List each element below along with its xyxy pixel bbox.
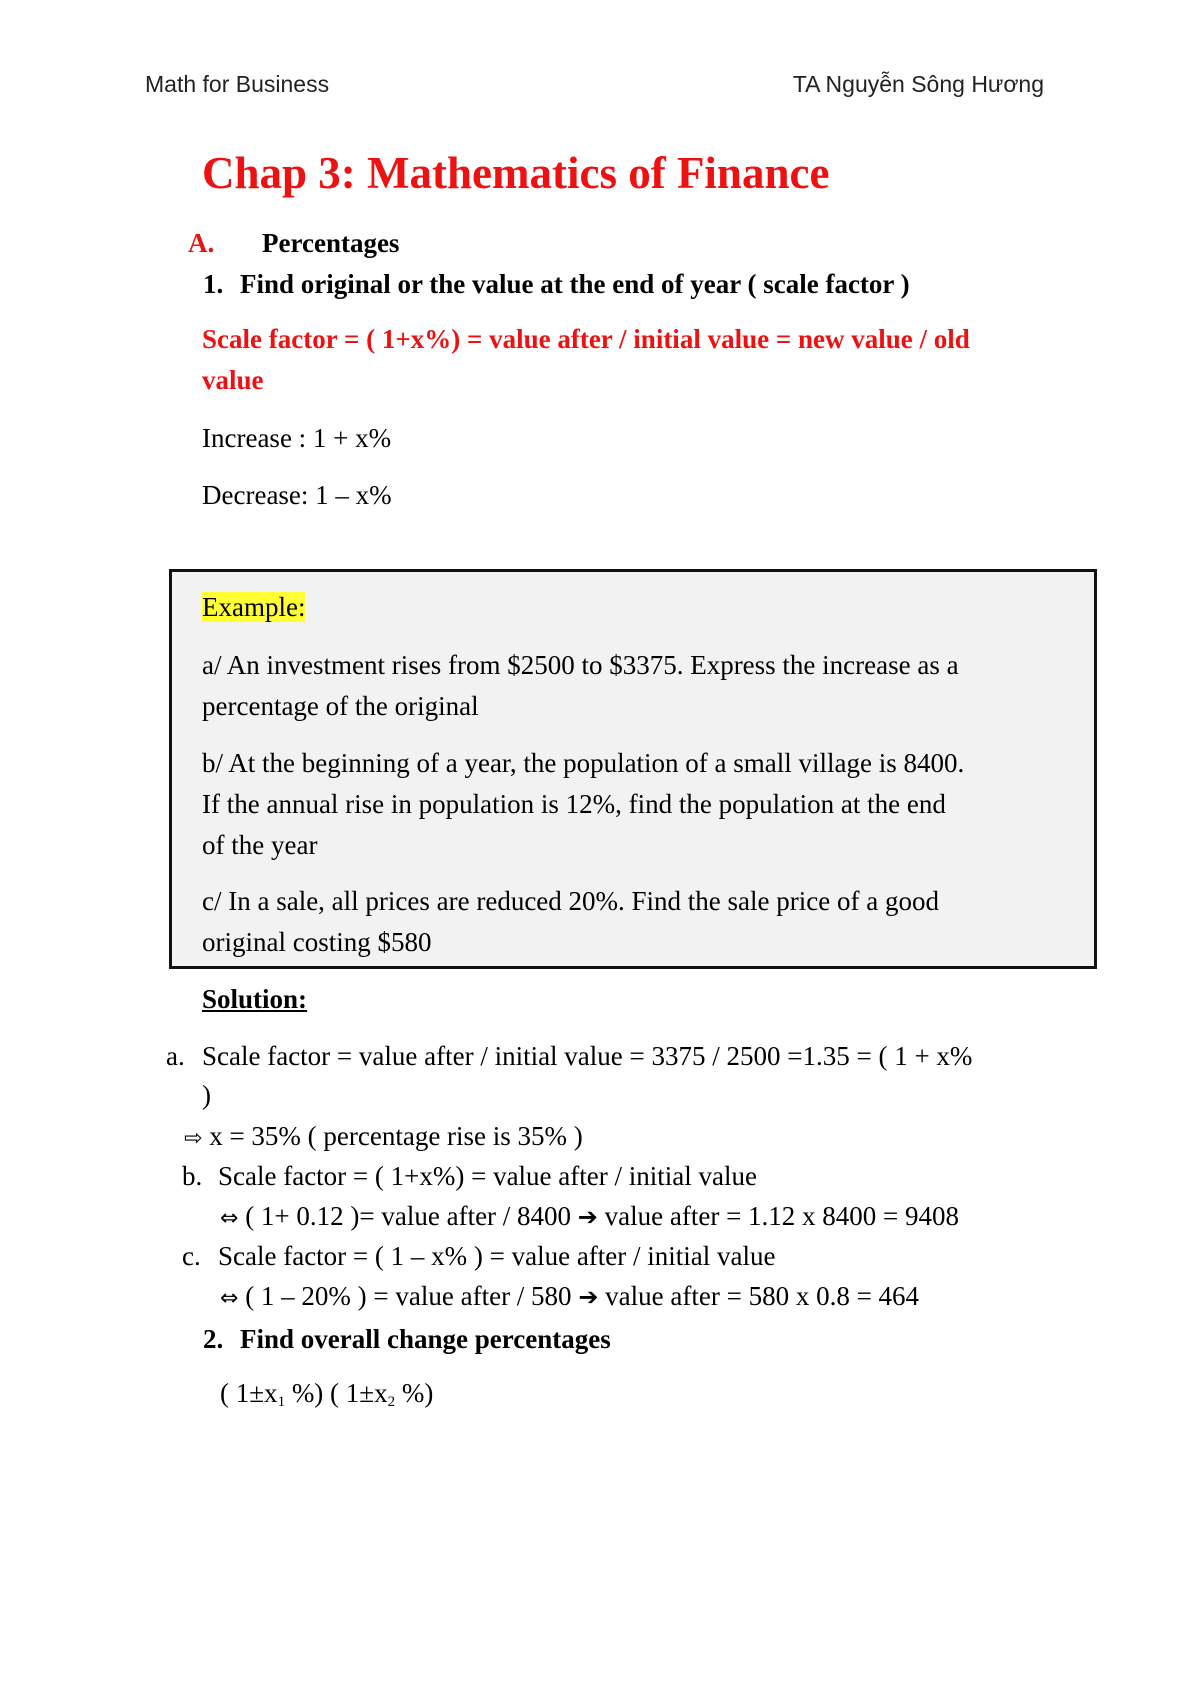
solution-a-result: ⇨ x = 35% ( percentage rise is 35% ): [184, 1121, 583, 1151]
item-2-heading: Find overall change percentages: [240, 1324, 611, 1354]
header-author: TA Nguyễn Sông Hương: [792, 71, 1044, 97]
solution-a-line2: ): [202, 1080, 211, 1110]
solution-title: Solution:: [202, 984, 308, 1014]
example-label: Example:: [202, 592, 306, 622]
scale-factor-definition-line2: value: [202, 365, 264, 395]
solution-b-line2: ⇔ ( 1+ 0.12 )= value after / 8400 ➔ value after = 1.12 x 8400 = 9408: [220, 1201, 960, 1231]
equivalent-arrow-icon: ⇔: [220, 1286, 239, 1311]
solution-a-marker: a.: [166, 1041, 185, 1071]
solution-b-line1: Scale factor = ( 1+x%) = value after / initial value: [218, 1161, 757, 1191]
right-arrow-icon: ➔: [578, 1283, 599, 1311]
section-a-marker: A.: [188, 228, 215, 258]
solution-c-line2: ⇔ ( 1 – 20% ) = value after / 580 ➔ value after = 580 x 0.8 = 464: [220, 1281, 920, 1311]
example-a-line1: a/ An investment rises from $2500 to $3375. Express the increase as a: [202, 650, 959, 680]
scale-factor-definition-line1: Scale factor = ( 1+x%) = value after / initial value = new value / old: [202, 324, 970, 354]
header-course: Math for Business: [145, 71, 330, 97]
item-1-heading: Find original or the value at the end of year ( scale factor ): [240, 269, 910, 299]
example-c-line1: c/ In a sale, all prices are reduced 20%. Find the sale price of a good: [202, 886, 939, 916]
example-b-line1: b/ At the beginning of a year, the population of a small village is 8400.: [202, 748, 965, 778]
example-b-line3: of the year: [202, 830, 318, 860]
overall-change-formula: ( $1\pm x_1$ %) ( $1\pm x_2$ %): [220, 1378, 434, 1410]
section-a-heading: Percentages: [262, 228, 400, 258]
example-a-line2: percentage of the original: [202, 691, 479, 721]
implies-arrow-icon: ⇨: [184, 1126, 203, 1151]
decrease-formula: Decrease: 1 – x%: [202, 480, 392, 510]
item-2-marker: 2.: [203, 1324, 224, 1354]
solution-c-line1: Scale factor = ( 1 – x% ) = value after / initial value: [218, 1241, 776, 1271]
right-arrow-icon: ➔: [577, 1203, 598, 1231]
item-1-marker: 1.: [203, 269, 224, 299]
solution-c-marker: c.: [182, 1241, 201, 1271]
solution-b-marker: b.: [182, 1161, 203, 1191]
increase-formula: Increase : 1 + x%: [202, 423, 392, 453]
example-b-line2: If the annual rise in population is 12%, find the population at the end: [202, 789, 946, 819]
example-c-line2: original costing $580: [202, 927, 432, 957]
equivalent-arrow-icon: ⇔: [220, 1206, 239, 1231]
solution-a-line1: Scale factor = value after / initial value = 3375 / 2500 =1.35 = ( 1 + x%: [202, 1041, 973, 1071]
page-title: Chap 3: Mathematics of Finance: [202, 148, 830, 198]
